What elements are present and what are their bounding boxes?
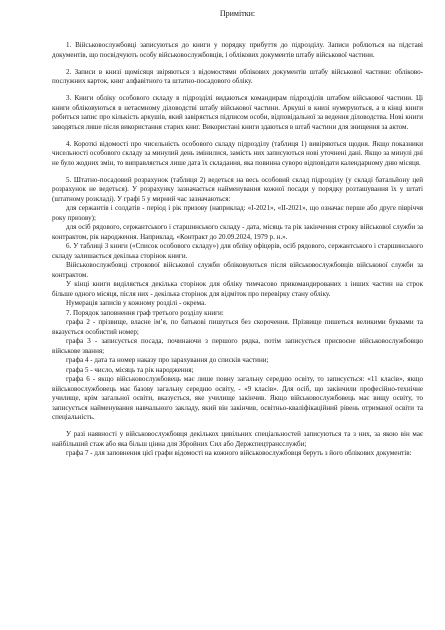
paragraph-gap (52, 60, 423, 68)
note-paragraph: 6. У таблиці 3 книги («Список особового складу») для обліку офіцерів, осіб рядового, сержантського і старшинського складу залишається декілька сторінок книги. (52, 242, 423, 260)
note-paragraph: 4. Короткі відомості про чисельність особового складу підрозділу (таблиця 1) вивіряються щодня. Якщо показники чисельності особового складу за минулий день змінилися, замість них записуються нові уточнені дані. Якщо за минулі дні не було жодних змін, то виправляється лише дата їх складання, яка повинна суворо відповідати календарному дню місяця. (52, 139, 423, 167)
note-paragraph: графа 4 - дата та номер наказу про зарахування до списків частини; (66, 356, 269, 364)
note-paragraph: 3. Книги обліку особового складу в підрозділі видаються командирам підрозділів штабом військової частини. Ці книги обліковуються в нетаємному діловодстві штабу військової частини. Аркуші в книзі нумеруються, а в кінці книги робиться запис про кількість аркушів, який завіряється підписом особи, відповідальної за ведення діловодства. Нові книги заводяться лише після використання старих книг. Використані книги здаються в штаб частини для знищення за актом. (52, 94, 423, 131)
note-paragraph: 7. Порядок заповнення граф третього розділу книги: (66, 308, 224, 317)
note-paragraph: 5. Штатно-посадовий розрахунок (таблиця 2) ведеться на весь особовий склад підрозділу (у складі батальйону цей розрахунок не ведеться). У розрахунку зазначається найменування кожної посади у порядку розташування їх у штаті (штатному розкладі). У графі 5 у мирний час зазначаються: (52, 175, 423, 203)
note-paragraph: У кінці книги виділяється декілька сторінок для обліку тимчасово прикомандированих з інших частин на строк більше одного місяця, після них - декілька сторінок для відміток про перевірку стану обліку. (52, 280, 423, 298)
note-paragraph: графа 6 - якщо військовослужбовець має лише повну загальну середню освіту, то записується: «11 класів», якщо військовослужбовець має базову загальну середню освіту, - «9 класів». Для осіб, що закінчили професійно-технічне училище, крім загальної освіти, вказується, яке училище закінчив. Якщо військовослужбовець має вищу освіту, то записується найменування навчального закладу, який він закінчив, освітньо-кваліфікаційний рівень отриманої освіти та спеціальність. (52, 375, 423, 421)
note-paragraph: Військовослужбовці строкової військової служби обліковуються після військовослужбовців військової служби за контрактом. (52, 261, 423, 279)
paragraph-gap (52, 168, 423, 176)
note-paragraph: 2. Записи в книзі щомісяця звіряються з відомостями облікових документів штабу військової частини: обліково-послужних карток, книг алфавітного та штатно-посадового обліку. (52, 67, 423, 85)
note-paragraph: для сержантів і солдатів - період і рік призову (наприклад: «І-2021», «ІІ-2021», що означає перше або друге півріччя року призову); (52, 204, 423, 222)
note-paragraph: 1. Військовослужбовці записуються до книги у порядку прибуття до підрозділу. Записи роблються на підставі документів, що посвідчують особу військовослужбовців, і облікових документів штабу військової частини. (52, 41, 423, 59)
paragraph-gap (52, 87, 423, 95)
note-paragraph: для осіб рядового, сержантського і старшинського складу - дата, місяць та рік закінчення строку військової служби за контрактом, рік народження. Наприклад, «Контракт до 20.09.2024, 1979 р. н.». (52, 223, 423, 241)
paragraph-gap (52, 132, 423, 140)
note-paragraph: графа 3 - записується посада, починаючи з першого рядка, потім записується присвоєне військовослужбовцю військове звання; (52, 337, 423, 355)
page-title: Примітки: (219, 9, 256, 18)
note-paragraph: графа 2 - прізвище, власне ім’я, по батькові пишуться без скорочення. Прізвище пишеться великими буквами та вказується особистий номер; (52, 318, 423, 336)
paragraph-gap (52, 423, 423, 431)
note-paragraph: У разі наявності у військовослужбовця декількох цивільних спеціальностей записуються та з них, за якою він має найбільший стаж або яка більш цінна для Збройних Сил або Держспецтрансслужби; (52, 430, 423, 448)
notes-body (52, 41, 423, 459)
note-paragraph: графа 7 - для заповнення цієї графи відомості на кожного військовослужбовця беруть з його облікових документів: (66, 449, 412, 457)
note-paragraph: Нумерація записів у кожному розділі - окрема. (66, 299, 206, 307)
note-paragraph: графа 5 - число, місяць та рік народження; (66, 365, 194, 374)
